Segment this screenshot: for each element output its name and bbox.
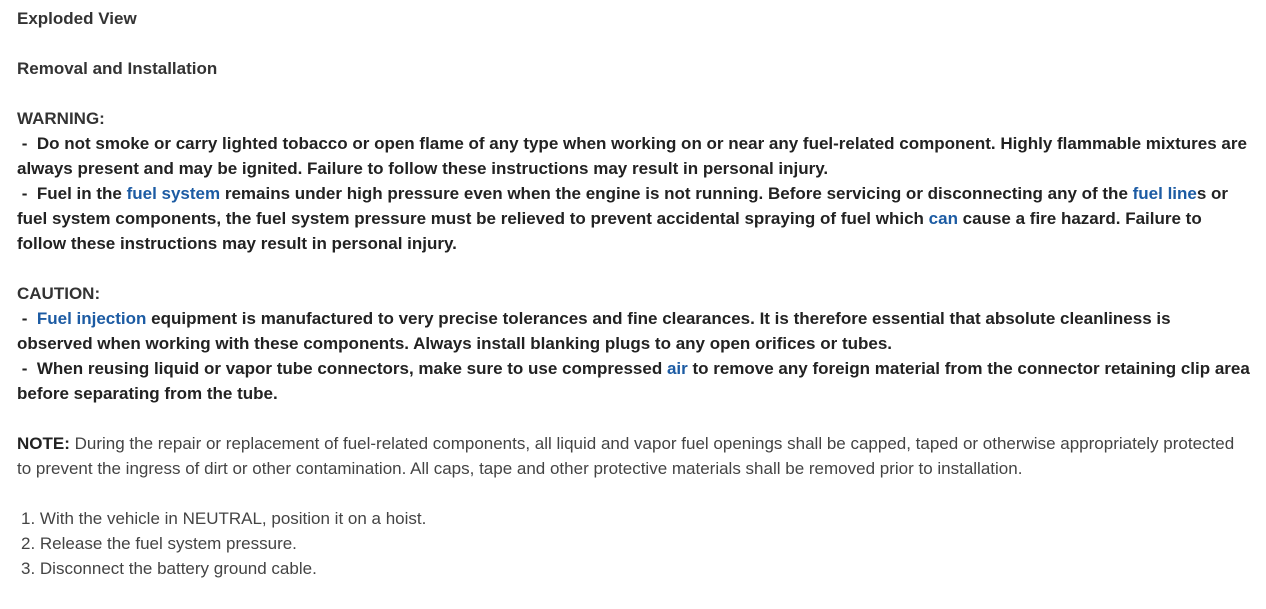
warning-label: WARNING: [17, 109, 105, 128]
document-title: Exploded View [17, 9, 137, 28]
bullet-prefix: - [17, 309, 37, 328]
caution-item [17, 356, 1250, 406]
steps-list [17, 506, 1250, 581]
glossary-link[interactable]: air [666, 359, 688, 378]
section-title: Removal and Installation [17, 59, 218, 78]
spacer [17, 406, 1250, 431]
caution-label: CAUTION: [17, 284, 101, 303]
item-text: to remove any foreign material from the connector retaining clip area before separating from the tube. [17, 359, 1250, 403]
step-item: 1. With the vehicle in NEUTRAL, position it on a hoist. [21, 509, 427, 528]
bullet-prefix: - [17, 184, 37, 203]
warning-list [17, 131, 1250, 256]
glossary-link[interactable]: Fuel injection [36, 309, 147, 328]
note-text: During the repair or replacement of fuel-related components, all liquid and vapor fuel openings shall be capped, taped or otherwise appropriately protected to prevent the ingress of dirt or other contamination. All caps, tape and other protective materials shall be removed prior to installation. [17, 434, 1235, 478]
item-text: remains under high pressure even when the engine is not running. Before servicing or disconnecting any of the [220, 184, 1133, 203]
item-text: When reusing liquid or vapor tube connectors, make sure to use compressed [36, 359, 667, 378]
spacer [17, 256, 1250, 281]
item-text: s or fuel system components, the fuel system pressure must be relieved to prevent accidental spraying of fuel which [17, 184, 1229, 228]
glossary-link[interactable]: fuel line [1132, 184, 1197, 203]
glossary-link[interactable]: fuel system [126, 184, 221, 203]
item-text: Do not smoke or carry lighted tobacco or open flame of any type when working on or near any fuel-related component. Highly flammable mixtures are always present and may be ignited. Failure to follow these instructions may result in personal injury. [17, 134, 1247, 178]
bullet-prefix: - [17, 359, 37, 378]
spacer [17, 481, 1250, 506]
warning-item [17, 131, 1250, 181]
spacer [17, 81, 1250, 106]
item-text: cause a fire hazard. Failure to follow these instructions may result in personal injury. [17, 209, 1202, 253]
caution-item [17, 306, 1250, 356]
warning-item [17, 181, 1250, 256]
item-text: Fuel in the [36, 184, 127, 203]
bullet-prefix: - [17, 134, 37, 153]
note-paragraph [17, 431, 1250, 481]
glossary-link[interactable]: can [928, 209, 958, 228]
step-item: 3. Disconnect the battery ground cable. [21, 559, 317, 578]
step-item: 2. Release the fuel system pressure. [21, 534, 297, 553]
item-text: equipment is manufactured to very precise tolerances and fine clearances. It is therefore essential that absolute cleanliness is observed when working with these components. Always install blanking plugs to any open orifices or tubes. [17, 309, 1171, 353]
note-label: NOTE: [17, 434, 70, 453]
spacer [17, 31, 1250, 56]
caution-list [17, 306, 1250, 406]
